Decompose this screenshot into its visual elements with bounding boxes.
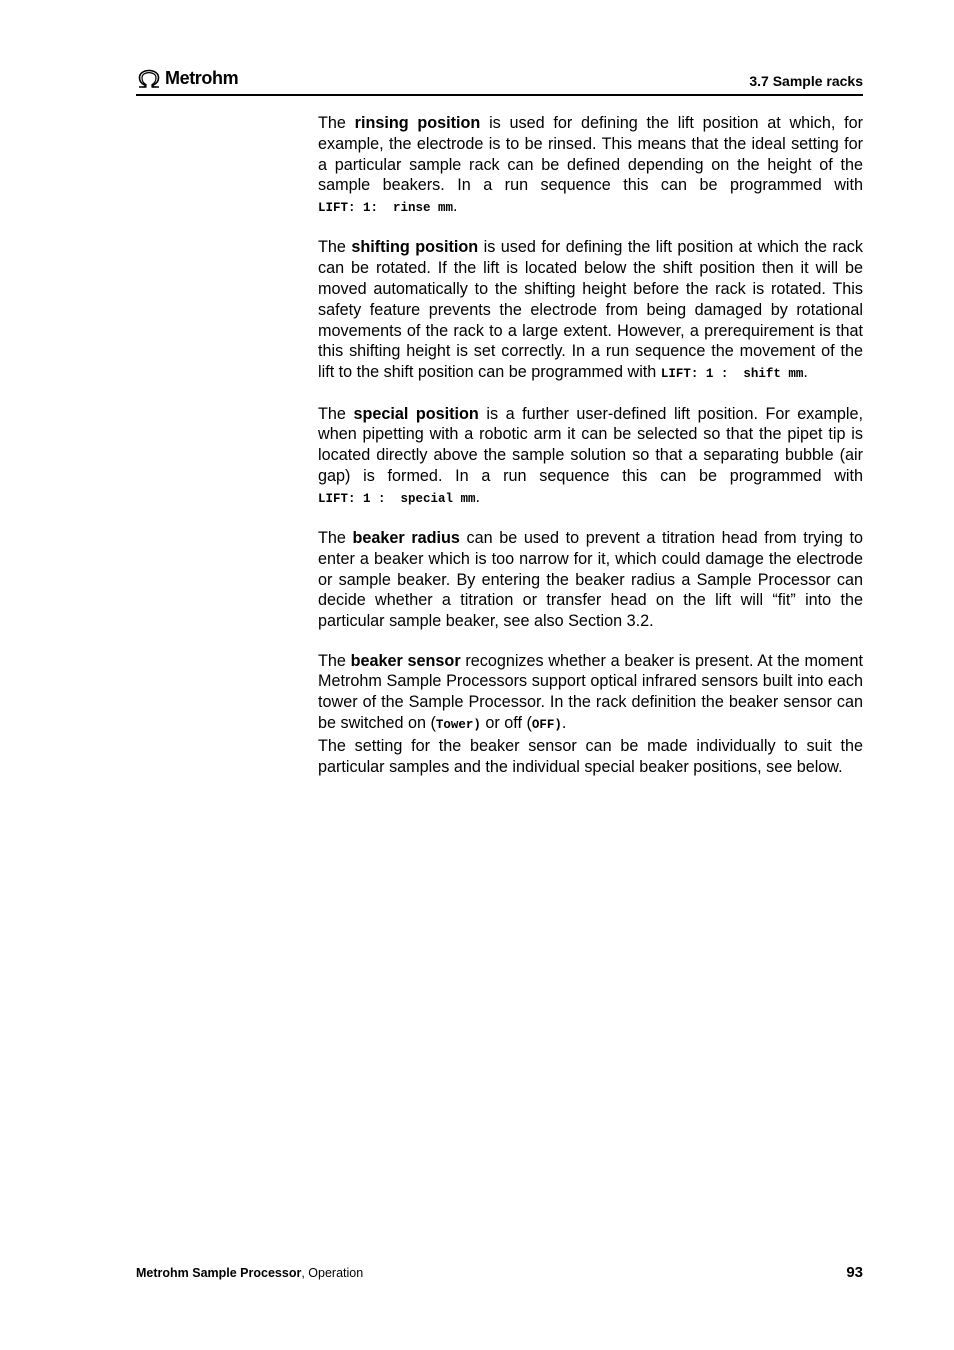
code-lift-special: LIFT: 1 : special mm: [318, 491, 476, 506]
paragraph-special-position: The special position is a further user-defined lift position. For example, when pipetting with a robotic arm it can be selected so that the pipet tip is located directly above the sample solution so that a separating bubble (air gap) is formed. In a run sequence this can be programmed with LIFT: 1 : special mm.: [318, 404, 863, 506]
code-lift-rinse: LIFT: 1: rinse mm: [318, 201, 454, 216]
term-rinsing-position: rinsing position: [354, 114, 481, 132]
section-title: 3.7 Sample racks: [749, 73, 863, 89]
omega-logo-icon: [136, 69, 162, 89]
paragraph-rinsing-position: The rinsing position is used for defining the lift position at which, for example, the electrode is to be rinsed. This means that the ideal setting for a particular sample rack can be defined depending on the height of the sample beakers. In a run sequence this can be programmed with LIFT: 1: rinse mm.: [318, 114, 863, 216]
brand-name: Metrohm: [165, 68, 239, 88]
term-shifting-position: shifting position: [351, 238, 479, 257]
body-content: [318, 113, 863, 796]
page-footer: [136, 1264, 863, 1284]
paragraph-beaker-radius: The beaker radius can be used to prevent a titration head from trying to enter a beaker which is too narrow for it, which could damage the electrode or sample beaker. By entering the beaker radius a Sample Processor can decide whether a titration or transfer head on the lift will “fit” into the particular sample beaker, see also Section 3.2.: [318, 529, 863, 631]
brand-logo: [136, 68, 238, 89]
paragraph-beaker-sensor-note: The setting for the beaker sensor can be made individually to suit the particular samples and the individual special beaker positions, see below.: [318, 736, 863, 776]
paragraph-shifting-position: The shifting position is used for defining the lift position at which the rack can be rotated. If the lift is located below the shift position then it will be moved automatically to the shifting height before the rack is rotated. This safety feature prevents the electrode from being damaged by rotational movements of the rack to a large extent. However, a prerequirement is that this shifting height is set correctly. In a run sequence the movement of the lift to the shift position can be programmed with LIFT: 1 : shift mm.: [318, 238, 863, 382]
page-number: 93: [846, 1264, 863, 1281]
term-special-position: special position: [353, 404, 479, 423]
page-header: [136, 66, 863, 96]
term-beaker-sensor: beaker sensor: [350, 651, 461, 670]
code-off: OFF): [531, 717, 562, 732]
document-title: Metrohm Sample Processor, Operation: [136, 1266, 364, 1280]
paragraph-beaker-sensor: The beaker sensor recognizes whether a beaker is present. At the moment Metrohm Sample Processors support optical infrared sensors built into each tower of the Sample Processor. In the rack definition the beaker sensor can be switched on (Tower) or off (OFF).: [318, 651, 863, 732]
code-lift-shift: LIFT: 1 : shift mm: [660, 367, 804, 382]
term-beaker-radius: beaker radius: [352, 529, 460, 548]
code-tower: Tower): [435, 717, 481, 732]
